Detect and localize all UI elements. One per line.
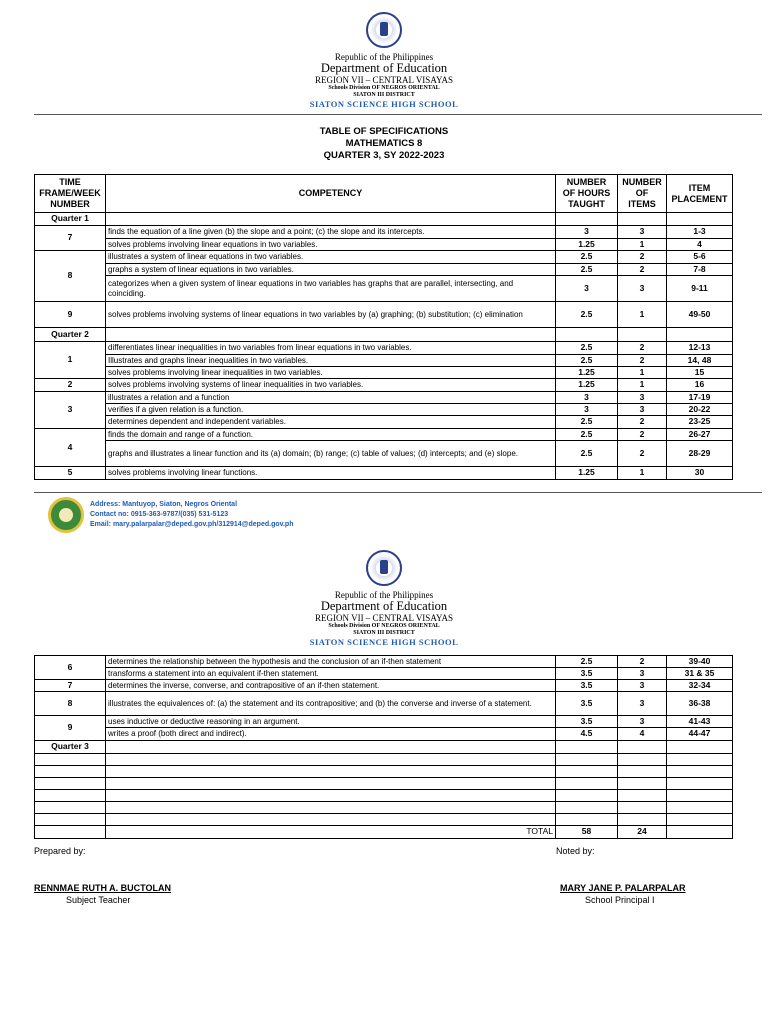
hours-cell: 1.25 xyxy=(556,367,618,379)
hours-cell: 2.5 xyxy=(556,429,618,441)
placement-cell: 17-19 xyxy=(667,392,733,404)
empty-cell xyxy=(35,766,106,778)
blank-row xyxy=(35,790,733,802)
items-cell: 1 xyxy=(618,379,667,392)
placement-cell: 32-34 xyxy=(667,680,733,692)
doc-quarter: QUARTER 3, SY 2022-2023 xyxy=(323,150,445,161)
blank-row xyxy=(35,778,733,790)
footer-contact: Contact no: 0915-363-9787/(035) 531-5123 xyxy=(90,511,229,518)
total-row xyxy=(35,826,733,839)
hours-cell: 3.5 xyxy=(556,716,618,728)
empty-cell xyxy=(618,790,667,802)
items-cell: 2 xyxy=(618,355,667,367)
republic-text: Republic of the Philippines xyxy=(334,590,434,600)
hours-cell: 2.5 xyxy=(556,342,618,355)
quarter-row xyxy=(35,213,733,226)
empty-cell xyxy=(667,766,733,778)
empty-cell xyxy=(35,814,106,826)
hours-cell: 2.5 xyxy=(556,416,618,429)
week-cell: 7 xyxy=(35,226,106,251)
document-titles xyxy=(0,126,768,162)
competency-cell: solves problems involving linear equations in two variables. xyxy=(106,239,556,251)
hours-cell: 3 xyxy=(556,392,618,404)
items-cell: 3 xyxy=(618,404,667,416)
letterhead-top xyxy=(0,12,768,110)
empty-cell xyxy=(35,826,106,839)
col-placement-header: ITEM PLACEMENT xyxy=(667,175,733,213)
empty-cell xyxy=(556,814,618,826)
table-row xyxy=(35,392,733,404)
quarter-label: Quarter 3 xyxy=(35,741,106,754)
empty-cell xyxy=(667,213,733,226)
competency-cell: transforms a statement into an equivalent if-then statement. xyxy=(106,668,556,680)
competency-cell: graphs a system of linear equations in two variables. xyxy=(106,264,556,276)
empty-cell xyxy=(106,766,556,778)
empty-cell xyxy=(618,814,667,826)
department-text: Department of Education xyxy=(320,599,448,613)
empty-cell xyxy=(106,213,556,226)
placement-cell: 16 xyxy=(667,379,733,392)
table-row xyxy=(35,264,733,276)
hours-cell: 3 xyxy=(556,404,618,416)
competency-cell: determines the relationship between the hypothesis and the conclusion of an if-then statement xyxy=(106,656,556,668)
placement-cell: 20-22 xyxy=(667,404,733,416)
empty-cell xyxy=(618,754,667,766)
header-divider xyxy=(34,114,762,115)
empty-cell xyxy=(35,802,106,814)
items-cell: 3 xyxy=(618,716,667,728)
hours-cell: 3 xyxy=(556,226,618,239)
items-cell: 2 xyxy=(618,416,667,429)
quarter-row xyxy=(35,741,733,754)
empty-cell xyxy=(618,778,667,790)
division-text: Schools Division OF NEGROS ORIENTAL xyxy=(328,85,440,91)
specifications-table-continued xyxy=(34,655,733,839)
col-competency-header: COMPETENCY xyxy=(106,175,556,213)
prepared-by-label: Prepared by: xyxy=(34,846,86,856)
hours-cell: 3.5 xyxy=(556,668,618,680)
empty-cell xyxy=(556,213,618,226)
items-cell: 2 xyxy=(618,251,667,264)
noter-name: MARY JANE P. PALARPALAR xyxy=(560,883,686,893)
placement-cell: 5-6 xyxy=(667,251,733,264)
school-name: SIATON SCIENCE HIGH SCHOOL xyxy=(309,99,459,109)
competency-cell: determines dependent and independent variables. xyxy=(106,416,556,429)
quarter-label: Quarter 2 xyxy=(35,328,106,342)
empty-cell xyxy=(556,754,618,766)
competency-cell: illustrates a system of linear equations in two variables. xyxy=(106,251,556,264)
blank-row xyxy=(35,802,733,814)
empty-cell xyxy=(618,213,667,226)
table-row xyxy=(35,429,733,441)
items-cell: 3 xyxy=(618,276,667,302)
table-row xyxy=(35,342,733,355)
empty-cell xyxy=(35,790,106,802)
empty-cell xyxy=(106,814,556,826)
competency-cell: finds the equation of a line given (b) the slope and a point; (c) the slope and its intercepts. xyxy=(106,226,556,239)
blank-row xyxy=(35,754,733,766)
col-items-header: NUMBER OF ITEMS xyxy=(618,175,667,213)
competency-cell: differentiates linear inequalities in two variables from linear equations in two variables. xyxy=(106,342,556,355)
empty-cell xyxy=(556,802,618,814)
school-footer xyxy=(48,496,294,534)
hours-cell: 1.25 xyxy=(556,467,618,480)
doc-subject: MATHEMATICS 8 xyxy=(345,138,423,149)
hours-cell: 2.5 xyxy=(556,355,618,367)
empty-cell xyxy=(667,814,733,826)
table-row xyxy=(35,276,733,302)
competency-cell: verifies if a given relation is a function. xyxy=(106,404,556,416)
empty-cell xyxy=(618,802,667,814)
week-cell: 3 xyxy=(35,392,106,429)
division-text: Schools Division OF NEGROS ORIENTAL xyxy=(328,623,440,629)
empty-cell xyxy=(106,741,556,754)
competency-cell: finds the domain and range of a function. xyxy=(106,429,556,441)
competency-cell: solves problems involving linear functions. xyxy=(106,467,556,480)
empty-cell xyxy=(35,754,106,766)
deped-seal-icon xyxy=(366,12,402,48)
placement-cell: 31 & 35 xyxy=(667,668,733,680)
region-text: REGION VII – CENTRAL VISAYAS xyxy=(314,75,453,85)
placement-cell: 44-47 xyxy=(667,728,733,741)
table-row xyxy=(35,656,733,668)
empty-cell xyxy=(667,790,733,802)
competency-cell: solves problems involving systems of linear equations in two variables by (a) graphing; (b) substitution; (c) elimination xyxy=(106,302,556,328)
noted-by-label: Noted by: xyxy=(556,846,595,856)
table-row xyxy=(35,379,733,392)
items-cell: 2 xyxy=(618,342,667,355)
placement-cell: 15 xyxy=(667,367,733,379)
placement-cell: 28-29 xyxy=(667,441,733,467)
hours-cell: 1.25 xyxy=(556,379,618,392)
blank-row xyxy=(35,814,733,826)
placement-cell: 23-25 xyxy=(667,416,733,429)
items-cell: 1 xyxy=(618,467,667,480)
week-cell: 9 xyxy=(35,302,106,328)
hours-cell: 2.5 xyxy=(556,264,618,276)
competency-cell: writes a proof (both direct and indirect). xyxy=(106,728,556,741)
table-row xyxy=(35,302,733,328)
items-cell: 1 xyxy=(618,239,667,251)
competency-cell: solves problems involving systems of linear inequalities in two variables. xyxy=(106,379,556,392)
empty-cell xyxy=(106,802,556,814)
district-text: SIATON III DISTRICT xyxy=(353,630,415,636)
competency-cell: uses inductive or deductive reasoning in an argument. xyxy=(106,716,556,728)
preparer-name: RENNMAE RUTH A. BUCTOLAN xyxy=(34,883,171,893)
empty-cell xyxy=(618,741,667,754)
empty-cell xyxy=(667,754,733,766)
placement-cell: 26-27 xyxy=(667,429,733,441)
hours-cell: 3.5 xyxy=(556,680,618,692)
empty-cell xyxy=(556,790,618,802)
items-cell: 3 xyxy=(618,226,667,239)
empty-cell xyxy=(106,754,556,766)
week-cell: 5 xyxy=(35,467,106,480)
table-row xyxy=(35,404,733,416)
items-cell: 3 xyxy=(618,692,667,716)
hours-cell: 1.25 xyxy=(556,239,618,251)
placement-cell: 41-43 xyxy=(667,716,733,728)
specifications-table xyxy=(34,174,733,480)
items-cell: 1 xyxy=(618,302,667,328)
region-text: REGION VII – CENTRAL VISAYAS xyxy=(314,613,453,623)
placement-cell: 36-38 xyxy=(667,692,733,716)
items-cell: 3 xyxy=(618,392,667,404)
doc-title: TABLE OF SPECIFICATIONS xyxy=(319,126,449,137)
competency-cell: categorizes when a given system of linear equations in two variables has graphs that are parallel, intersecting, and coinciding. xyxy=(106,276,556,302)
week-cell: 1 xyxy=(35,342,106,379)
hours-cell: 3.5 xyxy=(556,692,618,716)
empty-cell xyxy=(667,328,733,342)
empty-cell xyxy=(106,778,556,790)
empty-cell xyxy=(667,741,733,754)
items-cell: 3 xyxy=(618,680,667,692)
hours-cell: 2.5 xyxy=(556,302,618,328)
competency-cell: determines the inverse, converse, and contrapositive of an if-then statement. xyxy=(106,680,556,692)
empty-cell xyxy=(667,826,733,839)
noter-title: School Principal I xyxy=(585,895,655,905)
table-row xyxy=(35,367,733,379)
competency-cell: illustrates a relation and a function xyxy=(106,392,556,404)
week-cell: 9 xyxy=(35,716,106,741)
items-cell: 4 xyxy=(618,728,667,741)
competency-cell: illustrates the equivalences of: (a) the statement and its contrapositive; and (b) the converse and inverse of a statement. xyxy=(106,692,556,716)
table-row xyxy=(35,668,733,680)
competency-cell: Illustrates and graphs linear inequalities in two variables. xyxy=(106,355,556,367)
items-cell: 2 xyxy=(618,441,667,467)
empty-cell xyxy=(106,328,556,342)
table-row xyxy=(35,239,733,251)
placement-cell: 9-11 xyxy=(667,276,733,302)
items-cell: 2 xyxy=(618,429,667,441)
total-hours: 58 xyxy=(556,826,618,839)
empty-cell xyxy=(556,778,618,790)
col-week-header: TIME FRAME/WEEK NUMBER xyxy=(35,175,106,213)
empty-cell xyxy=(618,766,667,778)
deped-seal-icon xyxy=(366,550,402,586)
table-row xyxy=(35,416,733,429)
empty-cell xyxy=(667,802,733,814)
placement-cell: 1-3 xyxy=(667,226,733,239)
empty-cell xyxy=(556,328,618,342)
week-cell: 6 xyxy=(35,656,106,680)
empty-cell xyxy=(35,778,106,790)
table-row xyxy=(35,467,733,480)
table-row xyxy=(35,680,733,692)
footer-email: Email: mary.palarpalar@deped.gov.ph/312914@deped.gov.ph xyxy=(90,521,294,528)
school-name: SIATON SCIENCE HIGH SCHOOL xyxy=(309,637,459,647)
hours-cell: 2.5 xyxy=(556,441,618,467)
placement-cell: 39-40 xyxy=(667,656,733,668)
items-cell: 1 xyxy=(618,367,667,379)
week-cell: 2 xyxy=(35,379,106,392)
blank-row xyxy=(35,766,733,778)
empty-cell xyxy=(556,741,618,754)
placement-cell: 12-13 xyxy=(667,342,733,355)
table-row xyxy=(35,728,733,741)
footer-divider xyxy=(34,492,762,493)
competency-cell: solves problems involving linear inequalities in two variables. xyxy=(106,367,556,379)
republic-text: Republic of the Philippines xyxy=(334,52,434,62)
total-items: 24 xyxy=(618,826,667,839)
placement-cell: 7-8 xyxy=(667,264,733,276)
empty-cell xyxy=(556,766,618,778)
empty-cell xyxy=(106,790,556,802)
district-text: SIATON III DISTRICT xyxy=(353,92,415,98)
table-row xyxy=(35,441,733,467)
total-label: TOTAL xyxy=(106,826,556,839)
items-cell: 3 xyxy=(618,668,667,680)
letterhead-bottom xyxy=(0,550,768,648)
hours-cell: 4.5 xyxy=(556,728,618,741)
week-cell: 7 xyxy=(35,680,106,692)
department-text: Department of Education xyxy=(320,61,448,75)
quarter-label: Quarter 1 xyxy=(35,213,106,226)
table-row xyxy=(35,251,733,264)
items-cell: 2 xyxy=(618,656,667,668)
week-cell: 8 xyxy=(35,692,106,716)
table-row xyxy=(35,692,733,716)
hours-cell: 2.5 xyxy=(556,251,618,264)
placement-cell: 4 xyxy=(667,239,733,251)
footer-address: Address: Mantuyop, Siaton, Negros Oriental xyxy=(90,501,238,508)
empty-cell xyxy=(667,778,733,790)
week-cell: 8 xyxy=(35,251,106,302)
competency-cell: graphs and illustrates a linear function and its (a) domain; (b) range; (c) table of values; (d) intercepts; and (e) slope. xyxy=(106,441,556,467)
quarter-row xyxy=(35,328,733,342)
placement-cell: 49-50 xyxy=(667,302,733,328)
items-cell: 2 xyxy=(618,264,667,276)
school-logo-icon xyxy=(48,497,84,533)
placement-cell: 30 xyxy=(667,467,733,480)
table-row xyxy=(35,226,733,239)
hours-cell: 3 xyxy=(556,276,618,302)
table-row xyxy=(35,716,733,728)
hours-cell: 2.5 xyxy=(556,656,618,668)
col-hours-header: NUMBER OF HOURS TAUGHT xyxy=(556,175,618,213)
empty-cell xyxy=(618,328,667,342)
week-cell: 4 xyxy=(35,429,106,467)
preparer-title: Subject Teacher xyxy=(66,895,131,905)
placement-cell: 14, 48 xyxy=(667,355,733,367)
table-row xyxy=(35,355,733,367)
